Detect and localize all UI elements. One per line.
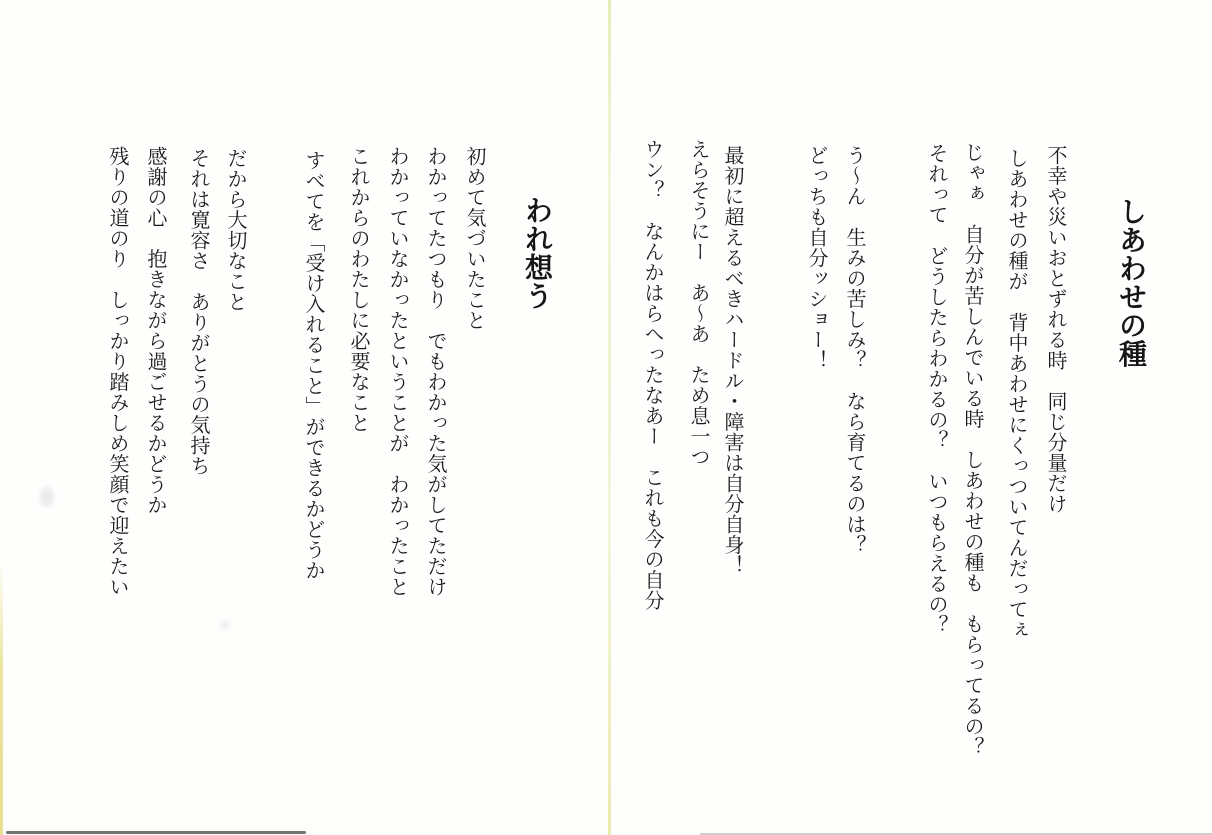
poem-line: これからのわたしに必要なこと — [347, 146, 371, 433]
poem-line: えらそうにー あ～あ ため息一つ — [687, 139, 711, 467]
page-fold — [608, 0, 611, 835]
poem-line: それは寛容さ ありがとうの気持ち — [187, 148, 211, 476]
poem-title-ware-omou: われ想う — [521, 196, 554, 310]
poem-line: それって どうしたらわかるの？ いつもらえるの？ — [925, 143, 949, 635]
poem-line: わかってたつもり でもわかった気がしてただけ — [424, 146, 448, 597]
poem-line: だから大切なこと — [224, 148, 248, 312]
poem-line: 最初に超えるべきハードル・障害は自分自身！ — [721, 145, 745, 576]
scan-smudge — [40, 487, 54, 507]
poem-line: じゃぁ 自分が苦しんでいる時 しあわせの種も もらってるの？ — [961, 142, 985, 757]
poem-line: 初めて気づいたこと — [463, 146, 487, 331]
poem-line: 不幸や災いおとずれる時 同じ分量だけ — [1044, 145, 1068, 514]
poem-line: う～ん 生みの苦しみ？ なら育てるのは？ — [843, 145, 867, 555]
poem-line: しあわせの種が 背中あわせにくっついてんだってぇ — [1005, 148, 1029, 640]
poem-line: 残りの道のり しっかり踏みしめ笑顔で迎えたい — [106, 146, 130, 597]
scan-smudge — [220, 620, 230, 630]
poem-title-shiawase-no-tane: しあわせの種 — [1115, 197, 1148, 368]
poem-line: ウン？ なんかはらへったなあー これも今の自分 — [641, 139, 665, 611]
poem-line: どっちも自分ッショー！ — [805, 145, 829, 371]
poem-line: すべてを「受け入れること」ができるかどうか — [302, 150, 326, 581]
scan-shadow-bottom-left — [6, 831, 306, 834]
page-edge-strip — [0, 560, 3, 835]
poem-line: わかっていなかったということが わかったこと — [386, 146, 410, 597]
poem-line: 感謝の心 抱きながら過ごせるかどうか — [144, 146, 168, 515]
